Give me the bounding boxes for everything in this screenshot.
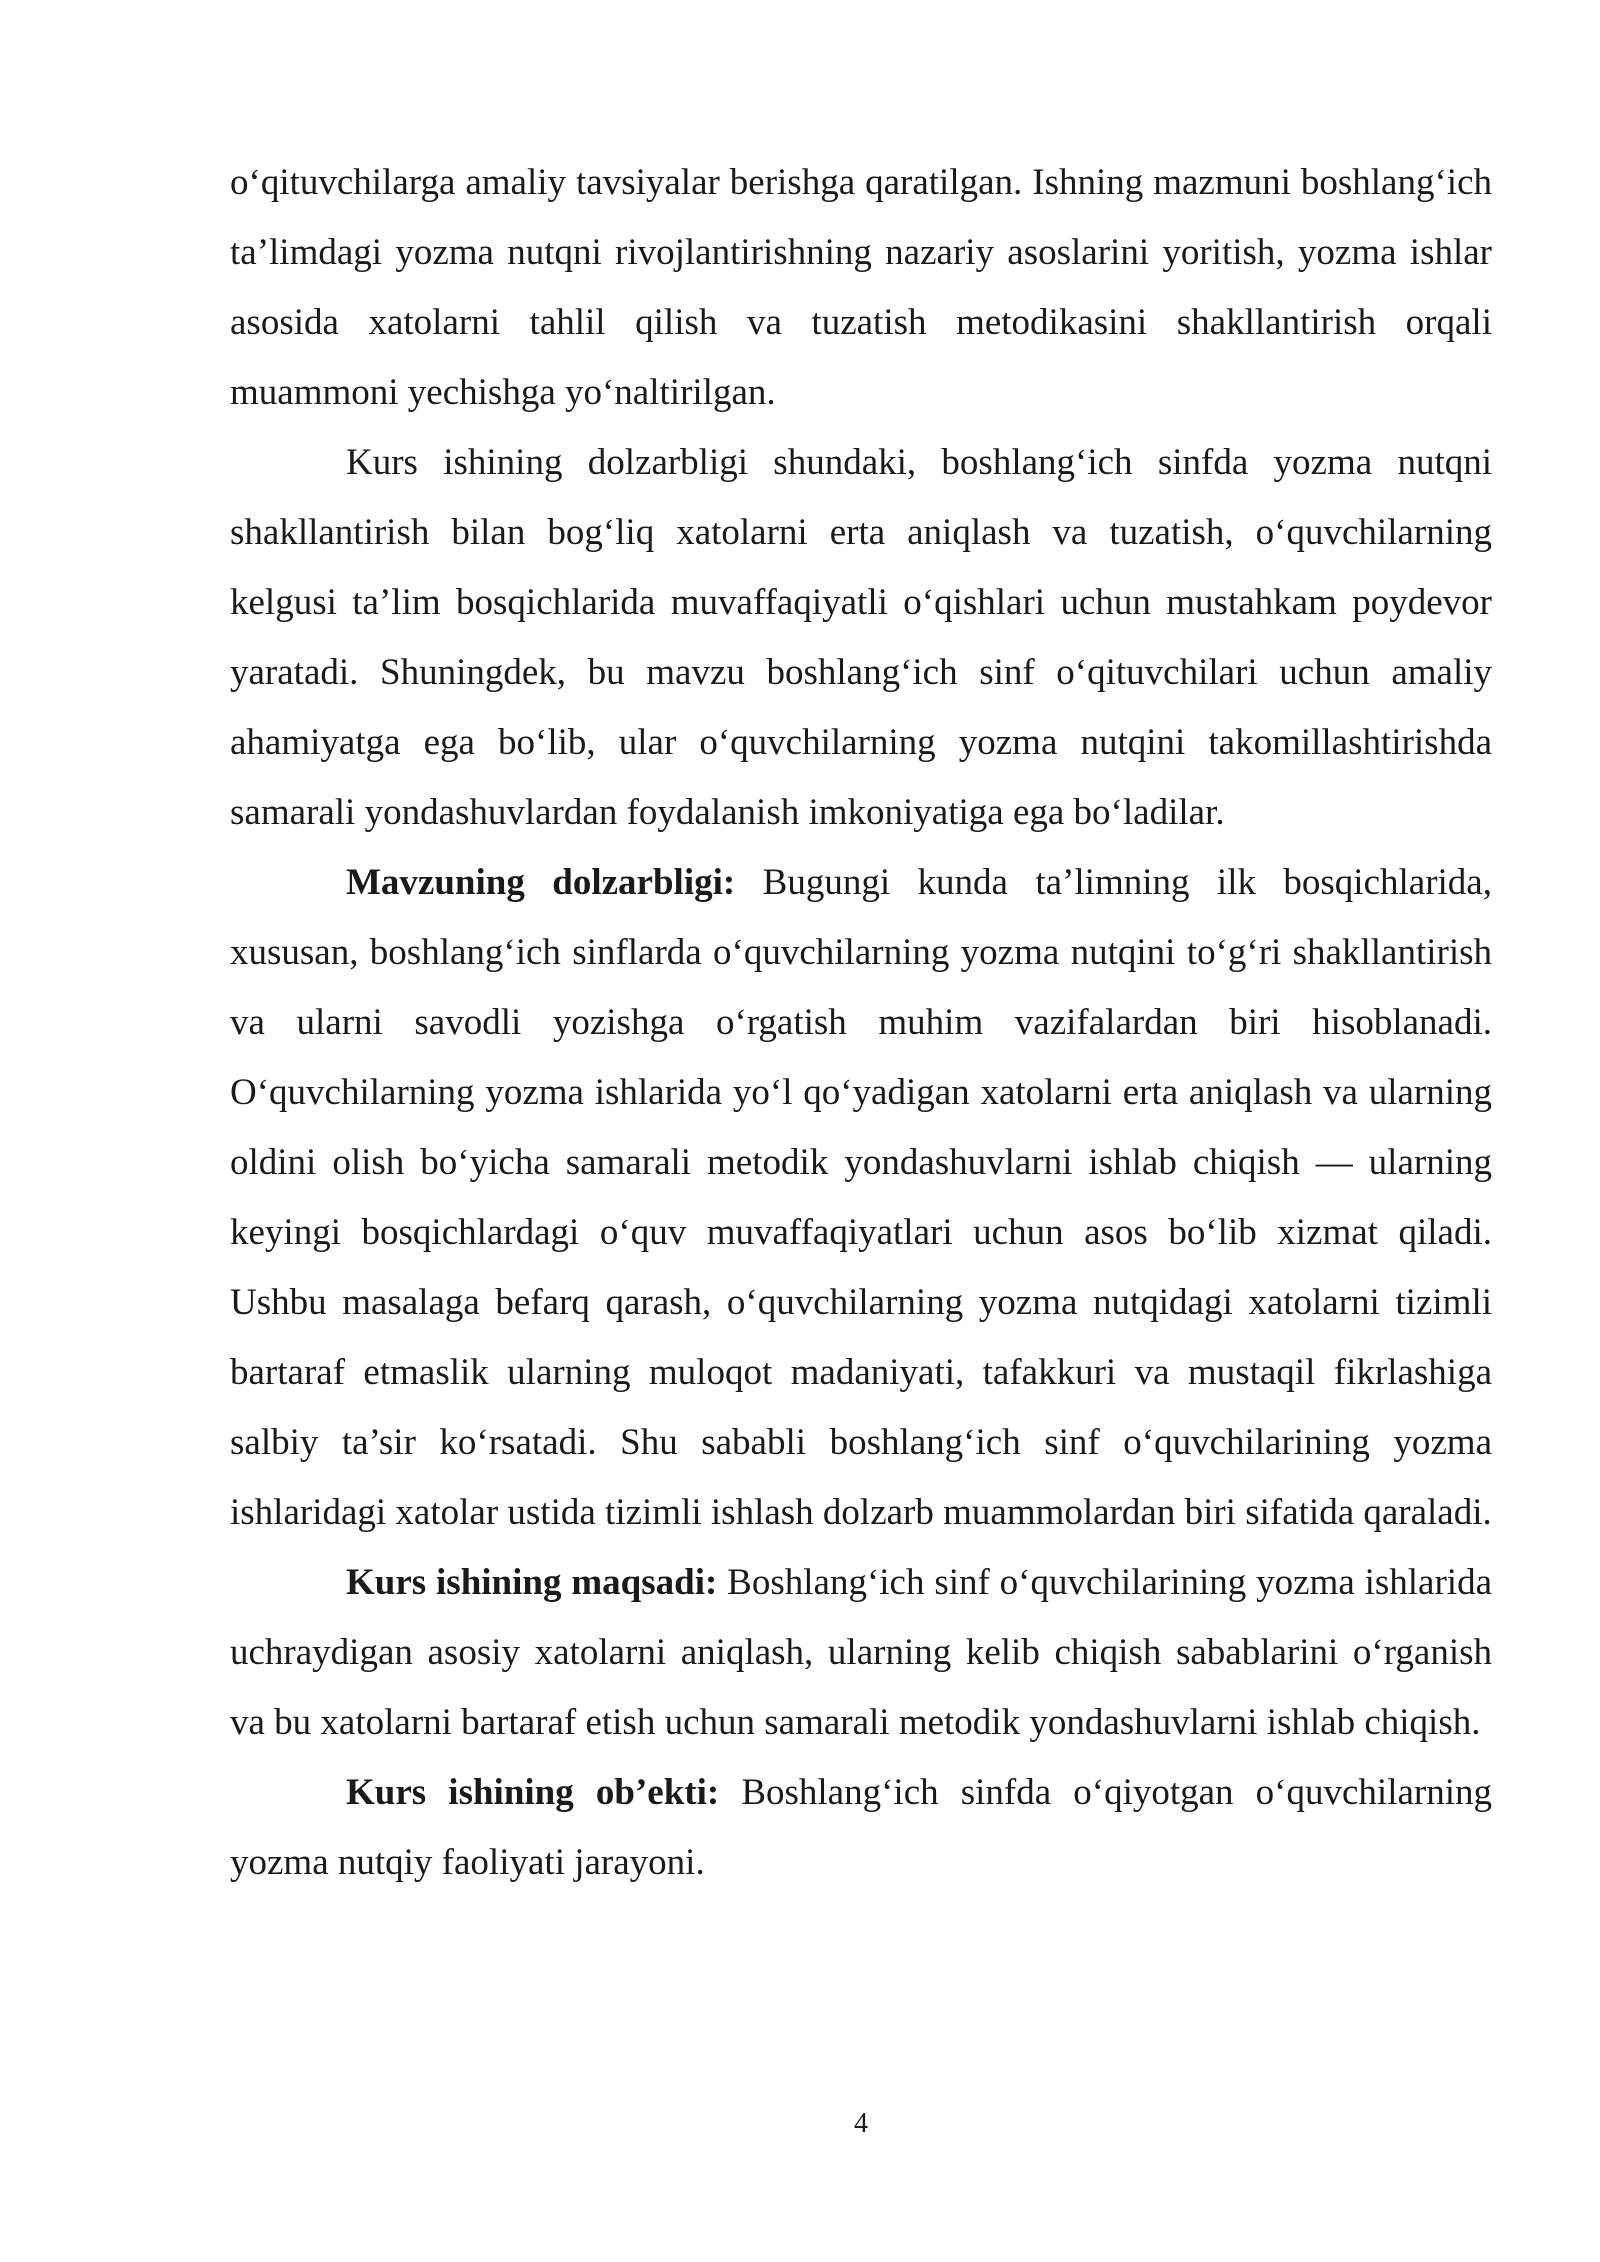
document-body: [230, 148, 1492, 1898]
paragraph-course-goal: [230, 1548, 1492, 1758]
paragraph-topic-relevance: [230, 848, 1492, 1548]
paragraph-text: Kurs ishining dolzarbligi shundaki, boshlang‘ich sinfda yozma nutqni shakllantirish bilan bog‘liq xatolarni erta aniqlash va tuzatish, o‘quvchilarning kelgusi ta’lim bosqichlarida muvaffaqiyatli o‘qishlari uchun mustahkam poydevor yaratadi. Shuningdek, bu mavzu boshlang‘ich sinf o‘qituvchilari uchun amaliy ahamiyatga ega bo‘lib, ular o‘quvchilarning yozma nutqini takomillashtirishda samarali yondashuvlardan foydalanish imkoniyatiga ega bo‘ladilar.: [230, 442, 1492, 833]
paragraph-heading: Kurs ishining maqsadi:: [346, 1562, 718, 1603]
paragraph-text: Bugungi kunda ta’limning ilk bosqichlarida, xususan, boshlang‘ich sinflarda o‘quvchilarning yozma nutqini to‘g‘ri shakllantirish va ularni savodli yozishga o‘rgatish muhim vazifalardan biri hisoblanadi. O‘quvchilarning yozma ishlarida yo‘l qo‘yadigan xatolarni erta aniqlash va ularning oldini olish bo‘yicha samarali metodik yondashuvlarni ishlab chiqish — ularning keyingi bosqichlardagi o‘quv muvaffaqiyatlari uchun asos bo‘lib xizmat qiladi. Ushbu masalaga befarq qarash, o‘quvchilarning yozma nutqidagi xatolarni tizimli bartaraf etmaslik ularning muloqot madaniyati, tafakkuri va mustaqil fikrlashiga salbiy ta’sir ko‘rsatadi. Shu sababli boshlang‘ich sinf o‘quvchilarining yozma ishlaridagi xatolar ustida tizimli ishlash dolzarb muammolardan biri sifatida qaraladi.: [230, 862, 1492, 1533]
paragraph-text: o‘qituvchilarga amaliy tavsiyalar berishga qaratilgan. Ishning mazmuni boshlang‘ich ta’limdagi yozma nutqni rivojlantirishning nazariy asoslarini yoritish, yozma ishlar asosida xatolarni tahlil qilish va tuzatish metodikasini shakllantirish orqali muammoni yechishga yo‘naltirilgan.: [230, 162, 1492, 413]
paragraph-heading: Mavzuning dolzarbligi:: [346, 862, 736, 903]
paragraph-text: Boshlang‘ich sinf o‘quvchilarining yozma ishlarida uchraydigan asosiy xatolarni aniqlash, ularning kelib chiqish sabablarini o‘rganish va bu xatolarni bartaraf etish uchun samarali metodik yondashuvlarni ishlab chiqish.: [230, 1562, 1492, 1743]
paragraph-text: Boshlang‘ich sinfda o‘qiyotgan o‘quvchilarning yozma nutqiy faoliyati jarayoni.: [230, 1772, 1492, 1883]
paragraph-course-object: [230, 1758, 1492, 1898]
page-number: 4: [854, 2108, 868, 2139]
paragraph-intro-continuation: [230, 148, 1492, 428]
paragraph-relevance-intro: [230, 428, 1492, 848]
paragraph-heading: Kurs ishining ob’ekti:: [346, 1772, 720, 1813]
